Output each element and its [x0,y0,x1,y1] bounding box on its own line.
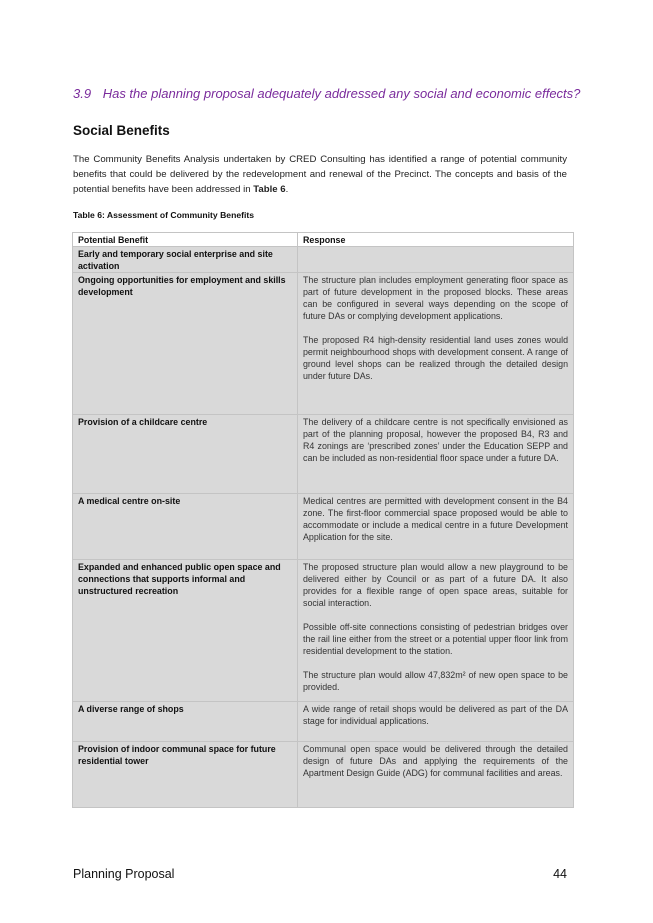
response-cell [298,273,574,415]
table-row [73,415,574,494]
section-number: 3.9 [73,86,92,101]
benefit-cell: A medical centre on-site [73,494,298,560]
table-row [73,273,574,415]
table-row [73,560,574,702]
intro-paragraph [73,152,567,197]
table-row [73,494,574,560]
page-number: 44 [553,867,567,881]
response-cell [298,742,574,808]
response-paragraph: A wide range of retail shops would be delivered as part of the DA stage for individual applications. [303,704,568,726]
header-response: Response [298,233,574,247]
footer-title: Planning Proposal [73,867,175,881]
benefit-cell: A diverse range of shops [73,702,298,742]
response-cell [298,415,574,494]
response-paragraph: Possible off-site connections consisting of pedestrian bridges over the rail line either from the street or a potential upper floor link from residential development to the station. [303,622,568,656]
benefit-cell: Early and temporary social enterprise and site activation [73,247,298,273]
response-paragraph: The delivery of a childcare centre is not specifically envisioned as part of the planning proposal, however the proposed B4, R3 and R4 zonings are ‘prescribed zones’ under the Education SEPP and can be included as non-residential floor space under a future DA. [303,417,568,463]
community-benefits-table [72,232,574,808]
intro-end: . [285,184,289,195]
response-cell [298,247,574,273]
header-potential-benefit: Potential Benefit [73,233,298,247]
response-paragraph: The proposed structure plan would allow a new playground to be delivered either by Council or as part of a future DA. It also provides for a flexible range of open space areas, suitable for social interaction. [303,562,568,608]
response-cell [298,702,574,742]
table-row [73,742,574,808]
table-row [73,702,574,742]
response-paragraph: Medical centres are permitted with development consent in the B4 zone. The first-floor commercial space proposed would be able to accommodate or include a medical centre in a future Development Application for the site. [303,496,568,542]
section-heading-text: Has the planning proposal adequately addressed any social and economic effects? [102,86,581,101]
response-paragraph: Communal open space would be delivered through the detailed design of future DAs and applying the requirements of the Apartment Design Guide (ADG) for communal facilities and areas. [303,744,568,778]
response-cell [298,560,574,702]
response-paragraph: The structure plan would allow 47,832m² of new open space to be provided. [303,670,568,692]
benefit-cell: Expanded and enhanced public open space and connections that supports informal and unstructured recreation [73,560,298,702]
benefit-cell: Ongoing opportunities for employment and skills development [73,273,298,415]
response-paragraph: The structure plan includes employment generating floor space as part of future development in the proposed blocks. These areas can be configured in several ways depending on the scope of future DAs or complying development applications. [303,275,568,321]
benefit-cell: Provision of a childcare centre [73,415,298,494]
section-heading [73,86,613,101]
benefit-cell: Provision of indoor communal space for future residential tower [73,742,298,808]
response-cell [298,494,574,560]
table-row [73,247,574,273]
table-caption: Table 6: Assessment of Community Benefits [73,210,254,220]
table-reference: Table 6 [253,184,286,195]
intro-text: The Community Benefits Analysis undertaken by CRED Consulting has identified a range of potential community benefits that could be delivered by the redevelopment and renewal of the Precinct. The concepts and basis of the potential benefits have been addressed in [73,154,567,195]
response-paragraph: The proposed R4 high-density residential land uses zones would permit neighbourhood shops with development consent. A range of ground level shops can be realized through the detailed design under future DAs. [303,335,568,381]
subsection-title: Social Benefits [73,123,170,138]
table-header-row [73,233,574,247]
